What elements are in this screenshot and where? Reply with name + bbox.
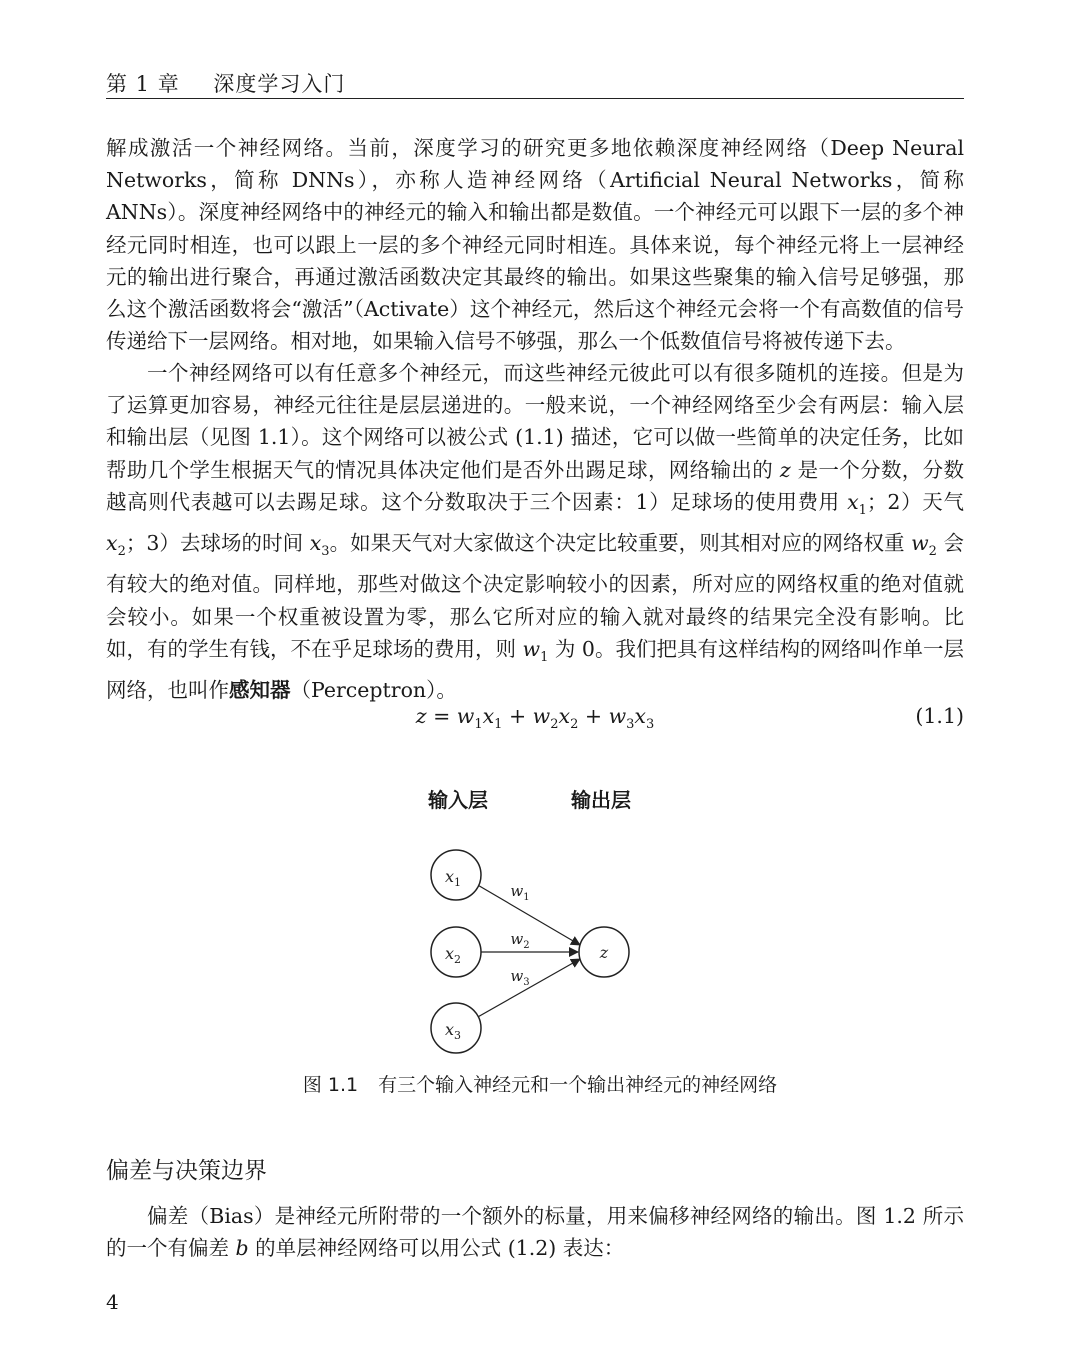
figure-caption-label: 图 1.1	[302, 1074, 359, 1096]
input-layer-label: 输入层	[428, 788, 488, 812]
paragraph-3	[106, 1200, 964, 1264]
node-x2	[431, 927, 481, 977]
node-x1-label: $x_1$	[444, 867, 462, 889]
var-x3: $x_3$	[309, 531, 330, 560]
paragraph-2-text: 会有较大的绝对值。同样地，那些对做这个决定影响较小的因素，所对应的网络权重的绝对值就会较小。如果一个权重被设置为零，那么它所对应的输入就对最终的结果完全没有影响。比如，有的学生有钱，不在乎足球场的费用，则	[106, 531, 965, 661]
edge-x3-z	[476, 959, 580, 1018]
figure-caption-text: 有三个输入神经元和一个输出神经元的神经网络	[378, 1074, 778, 1096]
page-number: 4	[106, 1290, 119, 1314]
paragraph-2	[106, 357, 964, 706]
var-b: b	[235, 1236, 249, 1261]
output-layer-label: 输出层	[571, 788, 631, 812]
node-x3-label: $x_3$	[444, 1020, 462, 1042]
paragraph-2-text: ；2）天气	[866, 489, 964, 514]
figure-caption	[0, 1070, 1080, 1097]
paragraph-2-text: 。如果天气对大家做这个决定比较重要，则其相对应的网络权重	[329, 531, 912, 556]
running-head	[106, 68, 964, 98]
header-rule	[106, 98, 964, 99]
weight-w3-label: $w_3$	[510, 967, 530, 988]
var-z: z	[779, 457, 791, 482]
paragraph-2-text: 是一个分数，分数越高则代表越可以去踢足球。这个分数取决于三个因素：1）足球场的使用费用	[106, 457, 964, 514]
var-x2: $x_2$	[106, 531, 126, 560]
equation-1-1	[106, 704, 964, 736]
paragraph-3-text: 的单层神经网络可以用公式 (1.2) 表达：	[248, 1236, 625, 1261]
paragraph-2-text: 一个神经网络可以有任意多个神经元，而这些神经元彼此可以有很多随机的连接。但是为了运算更加容易，神经元往往是层层递进的。一般来说，一个神经网络至少会有两层：输入层和输出层（见图 1.1）。这个网络可以被公式 (1.1) 描述，它可以做一些简单的决定任务，比如帮助几个学生根据天气的情况具体决定他们是否外出踢足球，网络输出的	[106, 361, 964, 482]
term-perceptron: 感知器	[229, 678, 291, 703]
paragraph-2-text: （Perceptron）。	[290, 678, 457, 703]
chapter-title: 深度学习入门	[213, 72, 346, 96]
var-x1: $x_1$	[847, 489, 867, 518]
node-x3	[431, 1003, 481, 1053]
node-x1	[431, 850, 481, 900]
equation-number: (1.1)	[915, 704, 964, 728]
paragraph-3-text: 偏差（Bias）是神经元所附带的一个额外的标量，用来偏移神经网络的输出。图 1.2 所示的一个有偏差	[106, 1204, 964, 1261]
weight-w1-label: $w_1$	[510, 882, 530, 903]
paragraph-2-text: 为 0。我们把具有这样结构的网络叫作单一层网络，也叫作	[106, 636, 964, 703]
chapter-number: 第 1 章	[106, 72, 180, 96]
weight-w2-label: $w_2$	[510, 930, 530, 951]
section-heading: 偏差与决策边界	[106, 1158, 267, 1184]
equation-formula: $z = w_1x_1 + w_2x_2 + w_3x_3$	[415, 704, 655, 733]
paragraph-2-text: ；3）去球场的时间	[125, 531, 310, 556]
node-z-label: z	[599, 943, 609, 962]
var-w1: $w_1$	[522, 636, 549, 665]
paragraph-1: 解成激活一个神经网络。当前，深度学习的研究更多地依赖深度神经网络（Deep Neural Networks，简称 DNNs），亦称人造神经网络（Artificial Neural Networks，简称 ANNs）。深度神经网络中的神经元的输入和输出都是数值。一个神经元可以跟下一层的多个神经元同时相连，也可以跟上一层的多个神经元同时相连。具体来说，每个神经元将上一层神经元的输出进行聚合，再通过激活函数决定其最终的输出。如果这些聚集的输入信号足够强，那么这个激活函数将会“激活”（Activate）这个神经元，然后这个神经元会将一个有高数值的信号传递给下一层网络。相对地，如果输入信号不够强，那么一个低数值信号将被传递下去。	[106, 136, 964, 354]
neural-network-diagram	[420, 842, 650, 1054]
var-w2: $w_2$	[911, 531, 937, 560]
node-x2-label: $x_2$	[444, 944, 462, 966]
